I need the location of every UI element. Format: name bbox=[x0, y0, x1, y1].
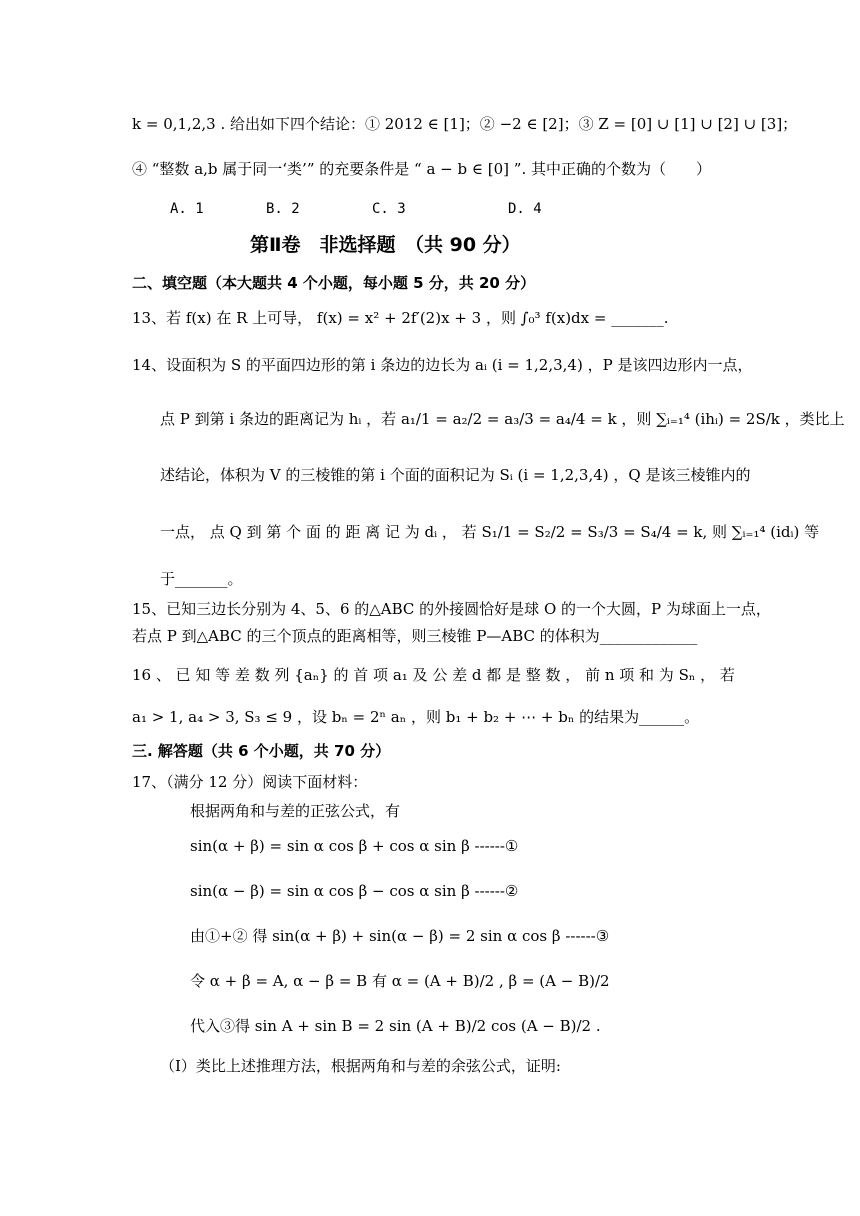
question-17-title: 17、（满分 12 分）阅读下面材料： bbox=[132, 773, 368, 791]
formula-3: 由①+② 得 sin(α + β) + sin(α − β) = 2 sin α cos β ------③ bbox=[190, 927, 610, 945]
option-b: B. 2 bbox=[266, 201, 300, 217]
question-15-line1: 15、已知三边长分别为 4、5、6 的△ABC 的外接圆恰好是球 O 的一个大圆，P 为球面上一点， bbox=[132, 600, 771, 618]
question-17-intro: 根据两角和与差的正弦公式，有 bbox=[190, 802, 401, 820]
question-17-part1: （Ⅰ）类比上述推理方法，根据两角和与差的余弦公式，证明: bbox=[160, 1057, 561, 1075]
question-16-line2: a₁ > 1, a₄ > 3, S₃ ≤ 9 ，设 bₙ = 2ⁿ aₙ ，则 b₁ + b₂ + ⋯ + bₙ 的结果为______。 bbox=[132, 708, 700, 726]
question-14-line3: 述结论，体积为 V 的三棱锥的第 i 个面的面积记为 Sᵢ (i = 1,2,3,4) ，Q 是该三棱锥内的 bbox=[160, 466, 751, 484]
question-13: 13、若 f(x) 在 R 上可导， f(x) = x² + 2f′(2)x + 3 ，则 ∫₀³ f(x)dx = _______. bbox=[132, 309, 669, 327]
question-14-line1: 14、设面积为 S 的平面四边形的第 i 条边的边长为 aᵢ (i = 1,2,3,4) ，P 是该四边形内一点， bbox=[132, 356, 753, 374]
part-title: 第Ⅱ卷 非选择题 （共 90 分） bbox=[250, 234, 521, 256]
formula-4: 令 α + β = A, α − β = B 有 α = (A + B)/2 , β = (A − B)/2 bbox=[190, 972, 610, 990]
option-a: A. 1 bbox=[170, 201, 204, 217]
section-heading-solutions: 三. 解答题（共 6 个小题，共 70 分） bbox=[132, 742, 391, 760]
question-14-line5: 于_______。 bbox=[160, 570, 243, 588]
formula-2: sin(α − β) = sin α cos β − cos α sin β ------② bbox=[190, 882, 519, 900]
formula-5: 代入③得 sin A + sin B = 2 sin (A + B)/2 cos (A − B)/2 . bbox=[190, 1017, 601, 1035]
question-15-line2: 若点 P 到△ABC 的三个顶点的距离相等，则三棱锥 P—ABC 的体积为_____________ bbox=[132, 627, 698, 645]
question-14-line2: 点 P 到第 i 条边的距离记为 hᵢ ，若 a₁/1 = a₂/2 = a₃/3 = a₄/4 = k ，则 ∑ᵢ₌₁⁴ (ihᵢ) = 2S/k ，类比上 bbox=[160, 410, 845, 428]
section-heading-fill-blank: 二、填空题（本大题共 4 个小题，每小题 5 分，共 20 分） bbox=[132, 274, 536, 292]
q12-text-line1: k = 0,1,2,3 . 给出如下四个结论：① 2012 ∈ [1]；② −2 ∈ [2]；③ Z = [0] ∪ [1] ∪ [2] ∪ [3]； bbox=[132, 115, 798, 133]
question-14-line4: 一点， 点 Q 到 第 个 面 的 距 离 记 为 dᵢ ， 若 S₁/1 = S₂/2 = S₃/3 = S₄/4 = k, 则 ∑ᵢ₌₁⁴ (idᵢ) 等 bbox=[160, 523, 820, 541]
q12-text-line2: ④ “整数 a,b 属于同一‘类’” 的充要条件是 “ a − b ∈ [0] ”. 其中正确的个数为（ ） bbox=[132, 160, 711, 178]
option-c: C. 3 bbox=[372, 201, 406, 217]
question-16-line1: 16 、 已 知 等 差 数 列 {aₙ} 的 首 项 a₁ 及 公 差 d 都 是 整 数 ， 前 n 项 和 为 Sₙ ， 若 bbox=[132, 666, 735, 684]
formula-1: sin(α + β) = sin α cos β + cos α sin β ------① bbox=[190, 837, 519, 855]
option-d: D. 4 bbox=[508, 201, 542, 217]
